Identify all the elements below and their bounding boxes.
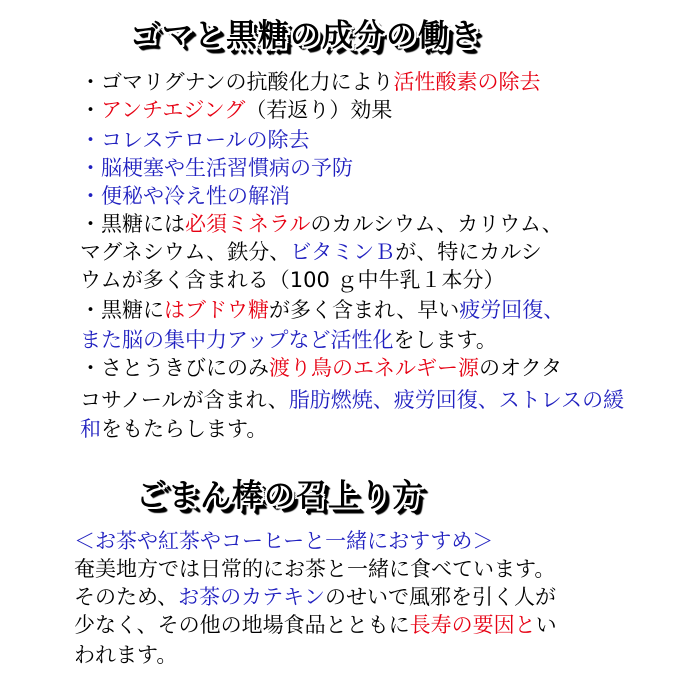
text-segment: ＜お茶や紅茶やコーヒーと一緒におすすめ＞	[74, 529, 494, 553]
section1-line	[80, 70, 541, 94]
text-segment: ・黒糖に	[80, 298, 164, 322]
text-segment: ・便秘や冷え性の解消	[80, 184, 290, 208]
section2-line	[74, 556, 555, 582]
text-segment: そのため、	[74, 585, 179, 609]
text-segment: 活性酸素の除去	[393, 70, 541, 94]
text-segment: ・コレステロールの除去	[80, 128, 310, 152]
section1-line	[80, 356, 562, 380]
text-segment: マグネシウム、鉄分、	[80, 240, 291, 264]
text-segment: 脂肪燃焼、疲労回復、ストレスの緩和	[80, 388, 625, 441]
text-segment: はブドウ糖	[164, 298, 269, 322]
section1-line	[80, 128, 310, 152]
text-segment: ・さとうきびにのみ	[80, 356, 269, 380]
text-segment: われます。	[74, 643, 178, 667]
text-segment: 渡り鳥のエネルギー源	[269, 356, 479, 380]
text-segment: ・黒糖には	[80, 212, 185, 236]
section1-line	[80, 184, 290, 208]
text-segment: をします。	[393, 328, 497, 352]
text-segment: 疲労回復、	[459, 298, 565, 322]
text-segment: アンチエジング	[101, 98, 246, 122]
text-segment: ・脳梗塞や生活習慣病の予防	[80, 156, 353, 180]
text-segment: をもたらします。	[101, 417, 268, 441]
section-heading-ingredients: ゴマと黒糖の成分の働き	[130, 18, 482, 54]
text-segment: のカルシウム、カリウム、	[310, 212, 563, 236]
section2-line	[74, 612, 557, 638]
section1-line	[80, 98, 392, 122]
text-segment: 奄美地方では日常的にお茶と一緒に食べています。	[74, 557, 556, 581]
section1-line	[80, 240, 542, 264]
text-segment: ウムが多く含まれる（100 ｇ中牛乳１本分）	[80, 268, 505, 292]
text-segment: 必須ミネラル	[185, 212, 311, 236]
section1-line	[80, 268, 505, 292]
text-segment: が、特にカルシ	[395, 240, 542, 264]
text-segment: （若返り）効果	[245, 98, 393, 122]
section1-line	[80, 328, 497, 352]
text-segment: コサノールが含まれ、	[80, 388, 289, 412]
text-segment: ビタミンＢ	[290, 240, 396, 264]
section2-line	[74, 528, 493, 554]
text-segment: ・ゴマリグナンの抗酸化力により	[80, 70, 394, 94]
section1-line	[80, 156, 353, 180]
section2-line	[74, 642, 177, 668]
section1-line	[80, 298, 564, 322]
text-segment: が多く含まれ、早い	[269, 298, 460, 322]
text-segment: い	[535, 613, 557, 637]
section2-line	[74, 584, 556, 610]
section1-line	[80, 386, 640, 444]
text-segment: ・	[80, 98, 101, 122]
text-segment: 少なく、その他の地場食品とともに	[74, 613, 410, 637]
section-heading-how-to-eat: ごまん棒の召上り方	[136, 478, 424, 514]
text-segment: お茶のカテキン	[178, 585, 325, 609]
text-segment: 長寿の要因と	[409, 613, 536, 637]
section1-line	[80, 212, 563, 236]
text-segment: のオクタ	[479, 356, 563, 380]
text-segment: また脳の集中力アップなど活性化	[80, 328, 394, 352]
text-segment: のせいで風邪を引く人が	[324, 585, 556, 609]
